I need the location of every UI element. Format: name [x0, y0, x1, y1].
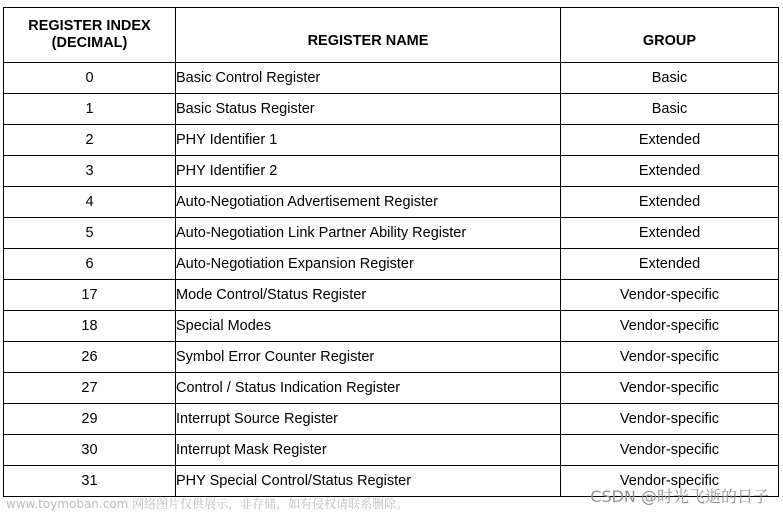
header-register-index [4, 8, 176, 63]
header-register-index-line1: REGISTER INDEX [28, 18, 151, 34]
register-group-cell: Extended [561, 187, 779, 218]
table-row [4, 311, 779, 342]
register-group-cell: Vendor-specific [561, 466, 779, 497]
register-name-cell: Mode Control/Status Register [176, 280, 561, 311]
register-group-cell: Vendor-specific [561, 373, 779, 404]
table-row [4, 249, 779, 280]
register-index-cell: 29 [4, 404, 176, 435]
register-group-cell: Extended [561, 156, 779, 187]
register-name-cell: Auto-Negotiation Link Partner Ability Register [176, 218, 561, 249]
register-name-cell: Control / Status Indication Register [176, 373, 561, 404]
register-group-cell: Extended [561, 218, 779, 249]
register-name-cell: Interrupt Mask Register [176, 435, 561, 466]
register-name-cell: Interrupt Source Register [176, 404, 561, 435]
register-index-cell: 17 [4, 280, 176, 311]
register-table [3, 7, 779, 497]
table-row [4, 125, 779, 156]
register-name-cell: Basic Status Register [176, 94, 561, 125]
table-row [4, 187, 779, 218]
table-row [4, 218, 779, 249]
watermark-site-text: www.toymoban.com 网络图片仅供展示，非存储，如有侵权请联系删除。 [6, 497, 409, 511]
register-index-cell: 26 [4, 342, 176, 373]
register-group-cell: Basic [561, 63, 779, 94]
register-group-cell: Vendor-specific [561, 404, 779, 435]
register-group-cell: Vendor-specific [561, 280, 779, 311]
register-index-cell: 4 [4, 187, 176, 218]
header-group: GROUP [561, 8, 779, 63]
table-row [4, 342, 779, 373]
register-name-cell: Special Modes [176, 311, 561, 342]
register-name-cell: Auto-Negotiation Advertisement Register [176, 187, 561, 218]
register-name-cell: PHY Identifier 1 [176, 125, 561, 156]
register-group-cell: Vendor-specific [561, 435, 779, 466]
header-row [4, 8, 779, 63]
watermark-csdn-text: CSDN @时光飞逝的日子 [590, 487, 769, 506]
register-name-cell: Auto-Negotiation Expansion Register [176, 249, 561, 280]
register-index-cell: 31 [4, 466, 176, 497]
table-row [4, 404, 779, 435]
header-register-index-line2: (DECIMAL) [51, 35, 128, 51]
register-group-cell: Extended [561, 249, 779, 280]
register-group-cell: Vendor-specific [561, 342, 779, 373]
table-row [4, 156, 779, 187]
register-group-cell: Basic [561, 94, 779, 125]
register-index-cell: 6 [4, 249, 176, 280]
table-row [4, 435, 779, 466]
register-index-cell: 5 [4, 218, 176, 249]
register-group-cell: Extended [561, 125, 779, 156]
table-row [4, 94, 779, 125]
register-index-cell: 27 [4, 373, 176, 404]
register-name-cell: PHY Identifier 2 [176, 156, 561, 187]
table-body [4, 63, 779, 497]
register-name-cell: PHY Special Control/Status Register [176, 466, 561, 497]
register-group-cell: Vendor-specific [561, 311, 779, 342]
register-index-cell: 3 [4, 156, 176, 187]
register-index-cell: 1 [4, 94, 176, 125]
register-index-cell: 0 [4, 63, 176, 94]
table-row [4, 280, 779, 311]
register-index-cell: 2 [4, 125, 176, 156]
table-row [4, 63, 779, 94]
register-index-cell: 30 [4, 435, 176, 466]
table-row [4, 373, 779, 404]
register-name-cell: Basic Control Register [176, 63, 561, 94]
register-name-cell: Symbol Error Counter Register [176, 342, 561, 373]
header-register-name: REGISTER NAME [176, 8, 561, 63]
register-index-cell: 18 [4, 311, 176, 342]
